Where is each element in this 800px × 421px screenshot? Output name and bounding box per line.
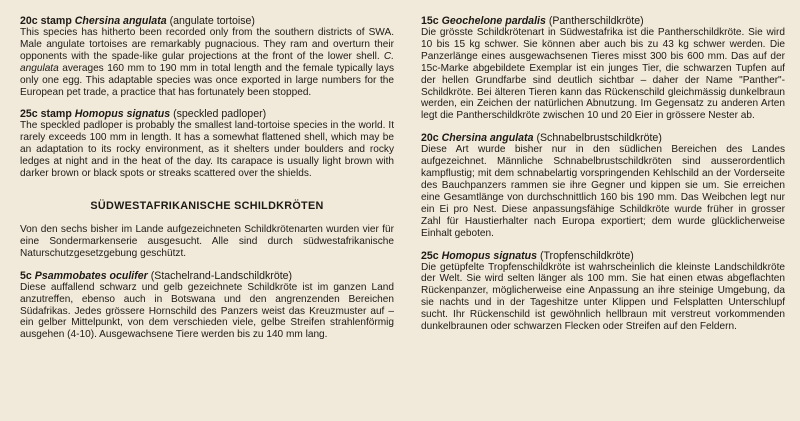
species-name: Homopus signatus	[74, 108, 171, 121]
species-name: Chersina angulata	[74, 15, 167, 27]
stamp-denomination: 20c stamp	[20, 15, 72, 27]
section-paragraph: Die getüpfelte Tropfenschildkröte ist wahrscheinlich die kleinste Landschildkröte der Welt. Sie wird selten länger als 100 mm. Sie hat einen etwas abgeflachten Rückenpanzer, möglicherweise eine Anpassung an ihre steinige Umgebung, da sie nachts und in der Tageshitze unter Klippen und Felsplatten Unterschlupf sucht. Ihr Rückenschild ist gewöhnlich hellbraun mit verstreut vorkommenden dunkelbraunen oder schwarzen Flecken oder Streifen auf den Feldern.	[421, 261, 785, 333]
left-column	[20, 15, 394, 351]
section-25c-english	[20, 108, 394, 180]
stamp-denomination: 25c stamp	[20, 108, 72, 121]
common-name: (Stachelrand-Landschildkröte)	[150, 269, 293, 282]
german-section-title: SÜDWESTAFRIKANISCHE SCHILDKRÖTEN	[90, 199, 324, 212]
section-heading	[421, 250, 785, 262]
section-heading	[20, 15, 394, 27]
section-paragraph: Diese Art wurde bisher nur in den südlichen Bereichen des Landes aufgezeichnet. Männliche Schnabelbrustschildkröten sind ausserordentlich kampflustig; mit dem schnabelartig vorspringenden Kehlschild an der Vorderseite des Bauchpanzers rammen sie ihre Gegner und kippen sie um. Sie erreichen eine Gesamtlänge von durchschnittlich 160 bis 190 mm. Das Weibchen legt nur ein Ei pro Nest. Diese anpassungsfähige Schildkröte wurde früher in grosser Zahl für Haustierhalter nach Europa exportiert; dem wurde glücklicherweise Einhalt geboten.	[421, 144, 785, 239]
species-name: Homopus signatus	[441, 249, 537, 262]
section-5c-german	[20, 270, 394, 342]
species-abbrev: C. angulata	[20, 50, 395, 74]
common-name: (angulate tortoise)	[169, 15, 255, 27]
section-paragraph	[20, 27, 394, 98]
section-25c-german	[421, 250, 785, 333]
stamp-denomination: 15c	[421, 15, 439, 27]
section-heading	[20, 108, 394, 120]
common-name: (Pantherschildkröte)	[548, 15, 644, 27]
section-paragraph: Diese auffallend schwarz und gelb gezeichnete Schildkröte ist im ganzen Land anzutreffen, ebenso auch in Botswana und den angrenzenden Bereichen Südafrikas. Jedes grössere Hornschild des Panzers weist das Kreuzmuster auf – ein gelber Mittelpunkt, von dem verschieden viele, gelbe Streifen strahlenförmig ausgehen (4-10). Ausgewachsene Tiere werden bis zu 140 mm lang.	[20, 281, 394, 341]
section-20c-english	[20, 15, 394, 98]
german-intro	[20, 224, 394, 260]
section-20c-german	[421, 132, 785, 239]
section-15c-german	[421, 15, 785, 122]
intro-paragraph: Von den sechs bisher im Lande aufgezeichneten Schildkrötenarten wurden vier für eine Sondermarkenserie ausgesucht. Alle sind durch südwestafrikanische Naturschutzgesetzgebung geschützt.	[20, 223, 394, 259]
species-name: Chersina angulata	[441, 132, 534, 145]
paragraph-text: This species has hitherto been recorded only from the southern districts of SWA. Male angulate tortoises are remarkably pugnacious. They ram and overturn their opponents with the spade-like gular projections at the front of the lower shell.	[20, 27, 394, 62]
species-name: Psammobates oculifer	[34, 269, 148, 282]
section-paragraph: The speckled padloper is probably the smallest land-tortoise species in the world. It rarely exceeds 100 mm in length. It has a somewhat flattened shell, which may be an adaptation to its rocky environment, as it shelters under boulders and rocky ledges at night and in the heat of the day. Its carapace is usually light brown with darker brown or black spots or streaks scattered over the shields.	[20, 120, 394, 180]
common-name: (speckled padloper)	[173, 108, 267, 121]
right-column	[421, 15, 785, 343]
stamp-denomination: 5c	[20, 269, 32, 282]
stamp-denomination: 20c	[421, 132, 439, 145]
section-heading	[20, 270, 394, 282]
common-name: (Tropfenschildkröte)	[539, 249, 634, 262]
stamp-denomination: 25c	[421, 249, 439, 262]
section-heading	[421, 15, 785, 27]
paragraph-text: averages 160 mm to 190 mm in total length and the female typically lays only one egg. This adaptable species was once exported in large numbers for the European pet trade, a practice that has fortunately been stopped.	[20, 62, 394, 98]
species-name: Geochelone pardalis	[441, 15, 546, 27]
section-paragraph: Die grösste Schildkrötenart in Südwestafrika ist die Pantherschildkröte. Sie wird 10 bis 15 kg schwer. Sie können aber auch bis zu 43 kg schwer werden. Die Panzerlänge eines ausgewachsenen Tieres misst 300 bis 600 mm. Das auf der 15c-Marke abgebildete Exemplar ist ein junges Tier, die schwarzen Tupfen auf der hellen Grundfarbe sind deutlich sichtbar – daher der Name "Panther"-Schildkröte. Bei älteren Tieren kann das Rückenschild gleichmässig dunkelbraun werden, ein Zeichen der natürlichen Abnutzung. Im Gegensatz zu anderen Arten legt die Pantherschildkröte zwischen 10 und 20 Eier in grössere Nester ab.	[421, 27, 785, 122]
section-heading	[421, 132, 785, 144]
common-name: (Schnabelbrustschildkröte)	[536, 132, 662, 145]
